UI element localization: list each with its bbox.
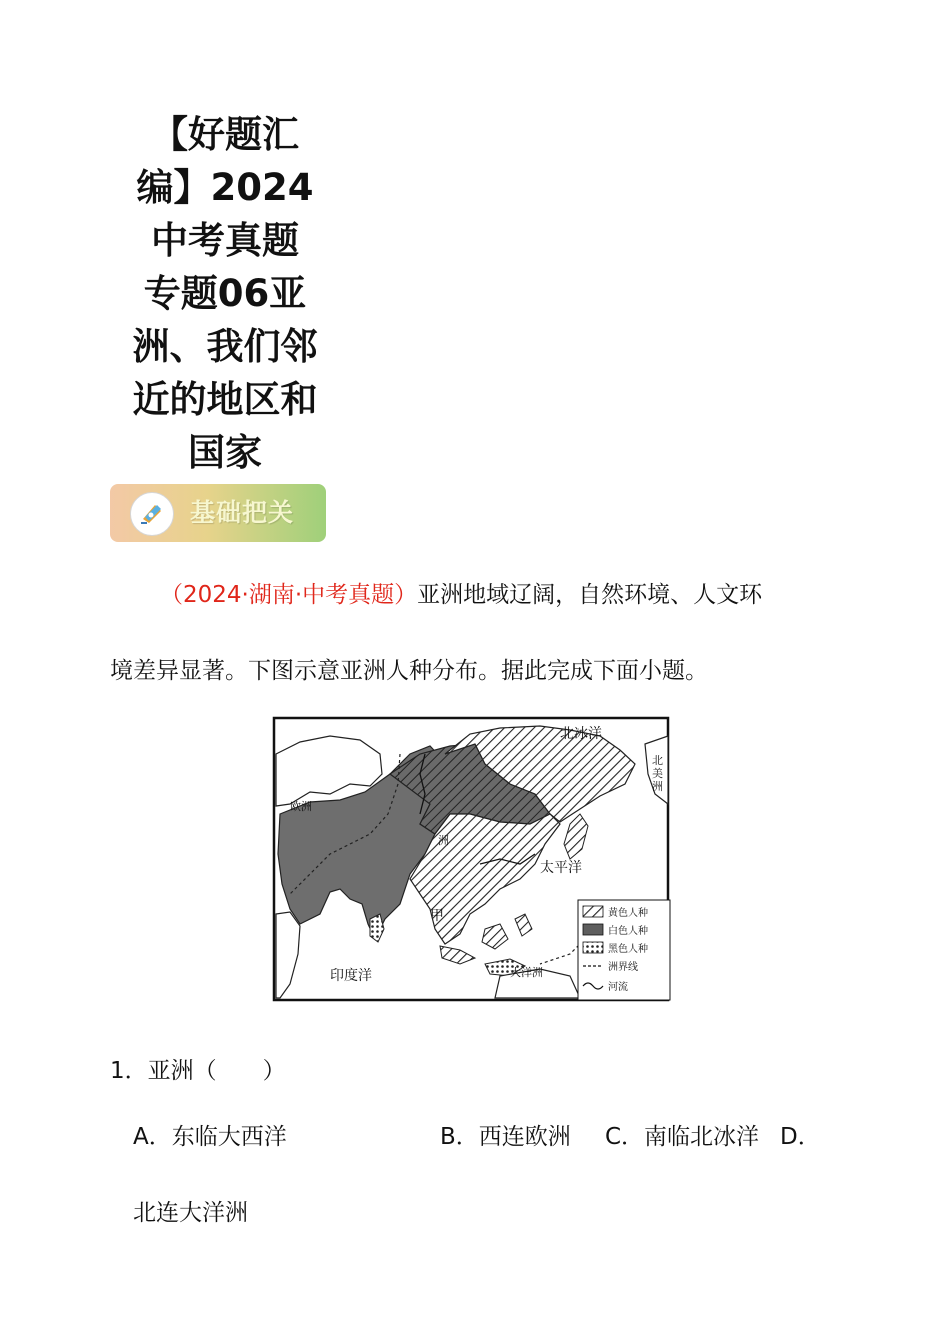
label-oceania: 大洋洲 — [510, 966, 543, 979]
legend-swatch-black — [583, 942, 603, 953]
option-d-continued[interactable]: 北连大洋洲 — [133, 1200, 248, 1226]
title-line: 专题06亚 — [143, 272, 307, 315]
label-europe: 欧洲 — [290, 800, 312, 813]
legend-swatch-white — [583, 924, 603, 935]
option-b[interactable]: B．西连欧洲 — [440, 1124, 571, 1150]
title-line: 【好题汇 — [151, 113, 299, 156]
document-title — [120, 108, 330, 479]
legend-yellow: 黄色人种 — [608, 908, 648, 919]
legend-swatch-yellow — [583, 906, 603, 917]
question-source: （2024·湖南·中考真题） — [160, 582, 418, 608]
label-asia-fragment: 洲 — [438, 834, 449, 847]
label-arctic: 北冰洋 — [560, 726, 602, 742]
intro-line-1 — [160, 576, 890, 609]
title-line: 中考真题 — [151, 219, 299, 262]
label-jia: 甲 — [430, 908, 444, 924]
label-north-america-text: 北美洲 — [652, 754, 663, 793]
legend-black: 黑色人种 — [608, 944, 648, 955]
intro-line-2: 境差异显著。下图示意亚洲人种分布。据此完成下面小题。 — [110, 658, 708, 684]
question-stem: 1．亚洲（ ） — [110, 1058, 286, 1084]
map-legend — [578, 900, 670, 1000]
label-north-america — [652, 754, 663, 793]
section-badge — [110, 484, 326, 542]
option-a[interactable]: A．东临大西洋 — [133, 1124, 287, 1150]
title-line: 国家 — [188, 431, 262, 474]
asia-race-distribution-map — [270, 714, 672, 1004]
legend-river: 河流 — [608, 982, 628, 993]
label-pacific: 太平洋 — [540, 860, 582, 876]
title-line: 近的地区和 — [132, 378, 318, 421]
title-line: 编】2024 — [136, 166, 314, 209]
option-c[interactable]: C．南临北冰洋 — [605, 1124, 760, 1150]
legend-boundary: 洲界线 — [608, 962, 638, 973]
intro-text: 亚洲地域辽阔，自然环境、人文环 — [417, 582, 763, 608]
legend-white: 白色人种 — [608, 926, 648, 937]
option-d[interactable]: D． — [780, 1124, 821, 1150]
pen-icon — [130, 492, 174, 536]
title-line: 洲、我们邻 — [132, 325, 318, 368]
label-indian-ocean: 印度洋 — [330, 968, 372, 984]
section-badge-label: 基础把关 — [190, 498, 295, 527]
